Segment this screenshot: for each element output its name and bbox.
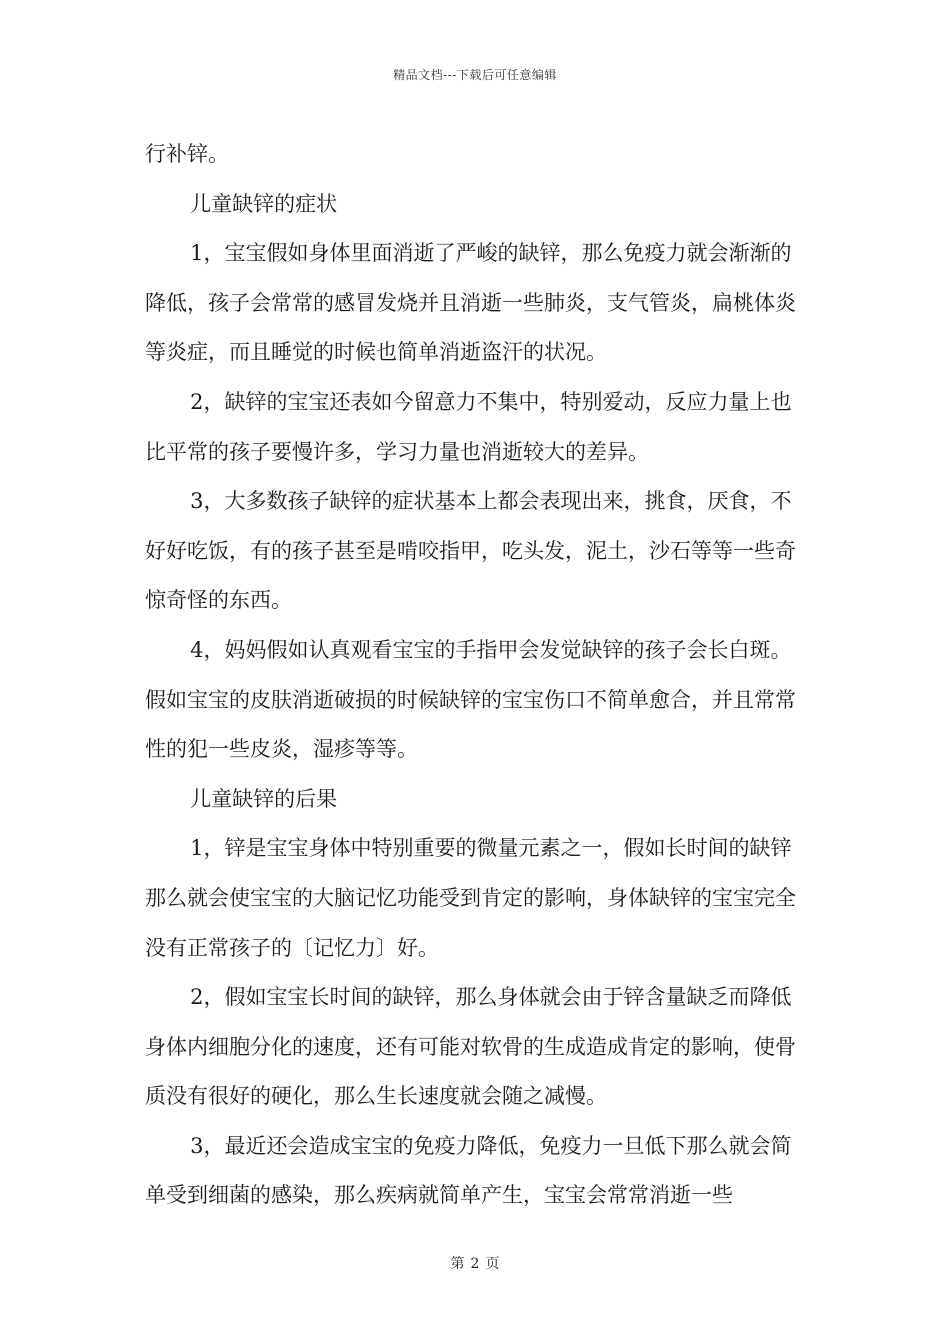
page-number: 2 — [470, 1256, 480, 1272]
paragraph: 行补锌。 — [145, 142, 229, 166]
section-heading-symptoms: 儿童缺锌的症状 — [190, 191, 338, 216]
page-label-prefix: 第 — [450, 1256, 465, 1272]
paragraph: 1，锌是宝宝身体中特别重要的微量元素之一，假如长时间的缺锌那么就会使宝宝的大脑记忆功能受到肯定的影响，身体缺锌的宝宝完全没有正常孩子的〔记忆力〕好。 — [145, 836, 796, 960]
section-heading-consequences: 儿童缺锌的后果 — [190, 786, 338, 811]
paragraph: 3，最近还会造成宝宝的免疫力降低，免疫力一旦低下那么就会简单受到细菌的感染，那么疾病就简单产生，宝宝会常常消逝一些 — [145, 1133, 792, 1208]
paragraph: 2，假如宝宝长时间的缺锌，那么身体就会由于锌含量缺乏而降低身体内细胞分化的速度，还有可能对软骨的生成造成肯定的影响，使骨质没有很好的硬化，那么生长速度就会随之减慢。 — [145, 985, 796, 1109]
page-footer — [0, 1253, 950, 1273]
page-label-suffix: 页 — [485, 1256, 500, 1272]
page-header — [0, 66, 950, 83]
paragraph: 1，宝宝假如身体里面消逝了严峻的缺锌，那么免疫力就会渐渐的降低，孩子会常常的感冒发烧并且消逝一些肺炎，支气管炎，扁桃体炎等炎症，而且睡觉的时候也简单消逝盗汗的状况。 — [145, 241, 796, 365]
paragraph: 4，妈妈假如认真观看宝宝的手指甲会发觉缺锌的孩子会长白斑。假如宝宝的皮肤消逝破损的时候缺锌的宝宝伤口不简单愈合，并且常常性的犯一些皮炎，湿疹等等。 — [145, 637, 796, 762]
paragraph: 2，缺锌的宝宝还表如今留意力不集中，特别爱动，反应力量上也比平常的孩子要慢许多，学习力量也消逝较大的差异。 — [145, 389, 792, 464]
document-body — [145, 130, 810, 1221]
header-text: 精品文档---下载后可任意编辑 — [393, 68, 557, 82]
paragraph: 3，大多数孩子缺锌的症状基本上都会表现出来，挑食，厌食，不好好吃饭，有的孩子甚至是啃咬指甲，吃头发，泥土，沙石等等一些奇惊奇怪的东西。 — [145, 489, 796, 613]
